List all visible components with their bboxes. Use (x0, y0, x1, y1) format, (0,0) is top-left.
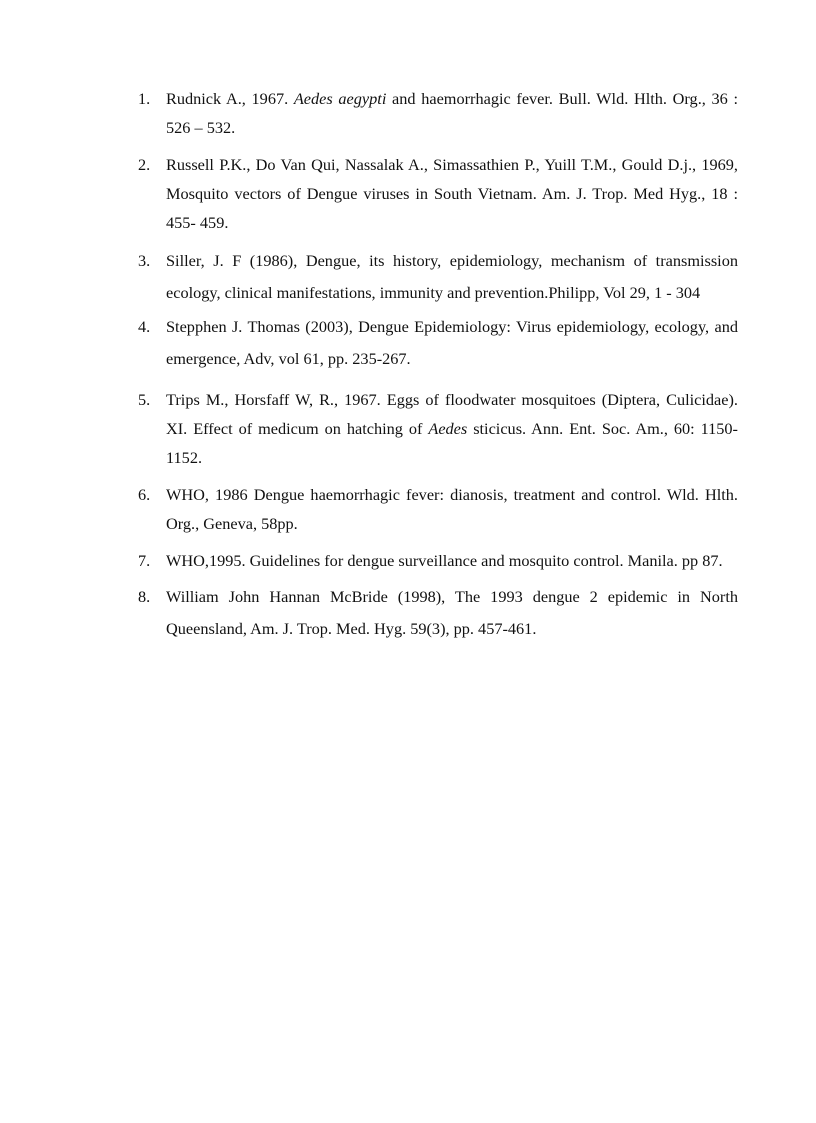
reference-number: 4. (138, 317, 151, 336)
reference-text (166, 385, 738, 472)
reference-item (138, 150, 738, 237)
reference-item (138, 245, 738, 309)
species-name: Aedes (428, 419, 468, 438)
reference-number: 3. (138, 251, 151, 270)
reference-text-segment: sticicus. Ann. Ent. Soc. Am., 60: 1150-1152. (166, 419, 738, 467)
reference-text-segment: WHO,1995. Guidelines for dengue surveillance and mosquito control. Manila. pp 87. (166, 551, 723, 570)
reference-number: 7. (138, 551, 151, 570)
reference-text (166, 150, 738, 237)
reference-text-segment: William John Hannan McBride (1998), The 1993 dengue 2 epidemic in North Queensland, Am. J. Trop. Med. Hyg. 59(3), pp. 457-461. (166, 587, 738, 638)
reference-number: 5. (138, 390, 151, 409)
reference-item (138, 480, 738, 538)
reference-text-segment: Russell P.K., Do Van Qui, Nassalak A., Simassathien P., Yuill T.M., Gould D.j., 1969, Mosquito vectors of Dengue viruses in South Vietnam. Am. J. Trop. Med Hyg., 18 : 455- 459. (166, 155, 738, 232)
reference-number: 2. (138, 155, 151, 174)
reference-item (138, 385, 738, 472)
reference-text (166, 480, 738, 538)
reference-text (166, 84, 738, 142)
reference-text-segment: Siller, J. F (1986), Dengue, its history, epidemiology, mechanism of transmission ecology, clinical manifestations, immunity and prevention.Philipp, Vol 29, 1 - 304 (166, 251, 738, 302)
reference-item (138, 311, 738, 375)
reference-text (166, 311, 738, 375)
reference-text (166, 581, 738, 645)
reference-item (138, 84, 738, 142)
reference-text (166, 245, 738, 309)
reference-text-segment: Rudnick A., 1967. (166, 89, 294, 108)
reference-number: 1. (138, 89, 151, 108)
reference-text-segment: Stepphen J. Thomas (2003), Dengue Epidemiology: Virus epidemiology, ecology, and emergence, Adv, vol 61, pp. 235-267. (166, 317, 738, 368)
reference-number: 6. (138, 485, 151, 504)
species-name: Aedes aegypti (293, 89, 387, 108)
reference-item (138, 581, 738, 645)
reference-list (138, 84, 738, 645)
reference-item (138, 546, 738, 575)
reference-text-segment: Trips M., Horsfaff W, R., 1967. Eggs of floodwater mosquitoes (Diptera, Culicidae). XI. Effect of medicum on hatching of (166, 390, 738, 438)
reference-number: 8. (138, 587, 151, 606)
reference-text (166, 546, 738, 575)
reference-text-segment: WHO, 1986 Dengue haemorrhagic fever: dianosis, treatment and control. Wld. Hlth. Org., Geneva, 58pp. (166, 485, 738, 533)
reference-text-segment: and haemorrhagic fever. Bull. Wld. Hlth. Org., 36 : 526 – 532. (166, 89, 738, 137)
